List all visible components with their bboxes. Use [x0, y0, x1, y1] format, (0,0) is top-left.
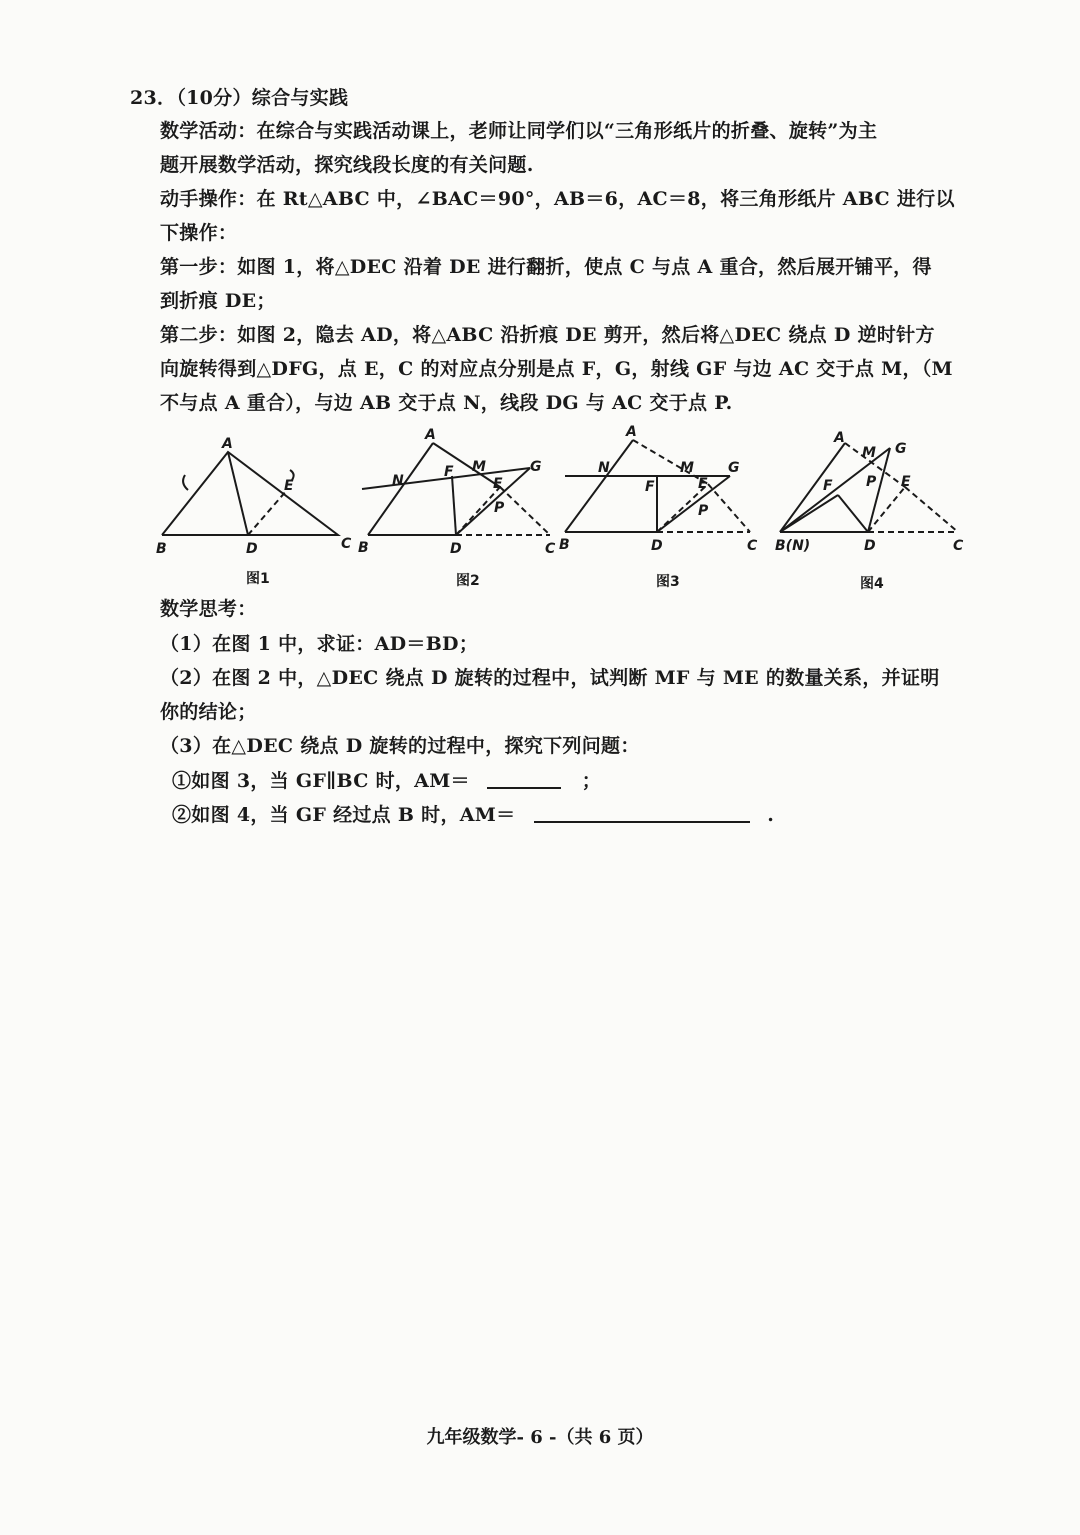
figure-3 [565, 440, 750, 532]
thinking-title: 数学思考： [160, 598, 257, 620]
fig2-label-n: N [392, 473, 404, 489]
fig4-label-d: D [864, 538, 876, 554]
figure-2 [362, 443, 550, 535]
question-part-2-line-1: （2）在图 2 中，△DEC 绕点 D 旋转的过程中，试判断 MF 与 ME 的数量关系，并证明 [160, 667, 940, 689]
part-3b-text: ②如图 4，当 GF 经过点 B 时，AM＝ [172, 804, 516, 826]
fig3-label-n: N [598, 460, 610, 476]
fig4-label-g: G [895, 441, 907, 457]
fig2-label-e: E [493, 476, 503, 492]
fig4-label-p: P [866, 474, 877, 490]
fig1-label-c: C [341, 536, 352, 552]
fig2-label-m: M [472, 459, 486, 475]
fig2-label-p: P [494, 500, 505, 516]
statement-line-3: 动手操作：在 Rt△ABC 中，∠BAC＝90°，AB＝6，AC＝8，将三角形纸片 ABC 进行以 [160, 188, 955, 210]
statement-line-2: 题开展数学活动，探究线段长度的有关问题. [160, 154, 534, 176]
figures-strip [0, 420, 1080, 590]
page-footer: 九年级数学- 6 -（共 6 页） [426, 1427, 654, 1448]
fig3-label-c: C [747, 538, 758, 554]
fig4-label-c: C [953, 538, 964, 554]
figure-1 [162, 452, 338, 535]
question-part-2-line-2: 你的结论； [160, 701, 257, 723]
part-3a-punct: ； [581, 770, 602, 792]
fig4-label-m: M [862, 445, 876, 461]
question-part-3a [172, 769, 601, 793]
question-part-1: （1）在图 1 中，求证：AD＝BD； [160, 633, 479, 655]
fig3-label-g: G [728, 460, 740, 476]
answer-blank-3a[interactable] [487, 769, 561, 789]
fig1-label-d: D [246, 541, 258, 557]
fig2-label-a: A [425, 427, 436, 443]
fig3-label-p: P [698, 503, 709, 519]
fig2-label-b: B [358, 540, 369, 556]
fig3-label-b: B [559, 537, 570, 553]
fig4-label-a: A [834, 430, 845, 446]
statement-line-9: 不与点 A 重合），与边 AB 交于点 N，线段 DG 与 AC 交于点 P. [160, 392, 733, 414]
fig2-label-g: G [530, 459, 542, 475]
statement-line-4: 下操作： [160, 222, 238, 244]
fig3-label-e: E [698, 476, 708, 492]
fig3-label-d: D [651, 538, 663, 554]
statement-line-8: 向旋转得到△DFG，点 E，C 的对应点分别是点 F，G，射线 GF 与边 AC 交于点 M，（M [160, 358, 953, 380]
fig1-label-e: E [284, 478, 294, 494]
statement-line-6: 到折痕 DE； [160, 290, 276, 312]
statement-line-5: 第一步：如图 1，将△DEC 沿着 DE 进行翻折，使点 C 与点 A 重合，然后展开铺平，得 [160, 256, 932, 278]
question-part-3b [172, 803, 774, 827]
fig2-label-c: C [545, 541, 556, 557]
figure-2-caption: 图2 [456, 573, 480, 589]
statement-line-7: 第二步：如图 2，隐去 AD，将△ABC 沿折痕 DE 剪开，然后将△DEC 绕点 D 逆时针方 [160, 324, 935, 346]
fig2-label-f: F [444, 464, 454, 480]
fig1-label-a: A [222, 436, 233, 452]
fig3-label-f: F [645, 479, 655, 495]
part-3b-punct: . [767, 804, 775, 826]
fig4-label-e: E [901, 474, 911, 490]
fig4-label-f: F [823, 478, 833, 494]
fig4-label-bn: B(N) [775, 538, 811, 554]
question-header: 23．（10分）综合与实践 [130, 87, 349, 109]
answer-blank-3b[interactable] [534, 803, 750, 823]
figure-3-caption: 图3 [656, 574, 680, 590]
figure-1-caption: 图1 [246, 571, 270, 587]
part-3a-text: ①如图 3，当 GF∥BC 时，AM＝ [172, 770, 470, 792]
fig2-label-d: D [450, 541, 462, 557]
fig1-label-b: B [156, 541, 167, 557]
question-part-3: （3）在△DEC 绕点 D 旋转的过程中，探究下列问题： [160, 735, 640, 757]
statement-line-1: 数学活动：在综合与实践活动课上，老师让同学们以“三角形纸片的折叠、旋转”为主 [160, 120, 878, 142]
figure-4-caption: 图4 [860, 576, 884, 592]
fig3-label-m: M [680, 460, 694, 476]
fig3-label-a: A [626, 424, 637, 440]
